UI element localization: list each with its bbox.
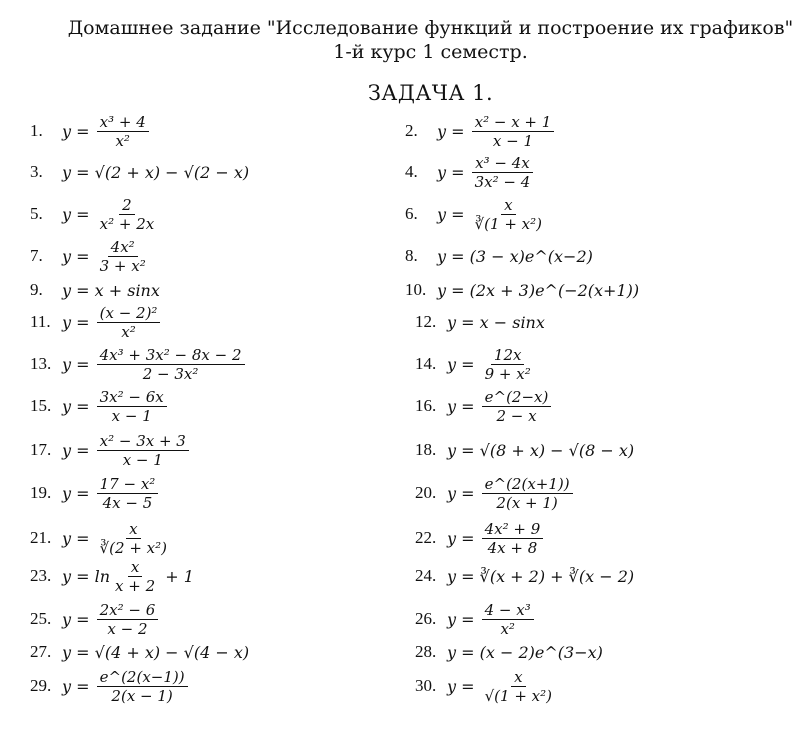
- equation-lhs: y =: [62, 354, 95, 374]
- equation-prefix: ln: [94, 566, 111, 586]
- numerator: (x − 2)²: [97, 304, 161, 323]
- problem-24: [415, 562, 634, 590]
- equation: [447, 643, 603, 662]
- problem-number: 23.: [30, 566, 52, 585]
- problem-number: 20.: [415, 483, 437, 502]
- equation: [447, 567, 634, 586]
- problem-11: [30, 303, 162, 341]
- equation: [62, 388, 169, 425]
- equation: [62, 238, 151, 275]
- problem-21: [30, 519, 172, 557]
- numerator: 4 − x³: [482, 601, 534, 620]
- equation: [447, 346, 536, 383]
- equation-lhs: y =: [447, 642, 480, 662]
- problem-28: [415, 638, 603, 666]
- problem-number: 8.: [405, 246, 418, 265]
- problem-number: 28.: [415, 642, 437, 661]
- problem-number: 22.: [415, 528, 437, 547]
- equation: [62, 558, 194, 595]
- expression: x + sinx: [94, 280, 160, 300]
- equation-suffix: + 1: [160, 566, 194, 586]
- numerator: x³ + 4: [97, 113, 149, 132]
- fraction: [472, 196, 545, 233]
- denominator: 3x² − 4: [474, 172, 531, 191]
- numerator: 4x³ + 3x² − 8x − 2: [97, 346, 245, 365]
- problem-17: [30, 431, 191, 469]
- problem-18: [415, 436, 634, 464]
- problem-8: [405, 242, 593, 270]
- denominator: x²: [500, 619, 515, 638]
- problem-27: [30, 638, 249, 666]
- denominator: x + 2: [115, 576, 156, 595]
- equation: [447, 388, 553, 425]
- fraction: [97, 346, 245, 383]
- problem-29: [30, 667, 190, 705]
- denominator: x − 1: [111, 406, 152, 425]
- numerator: 17 − x²: [97, 475, 159, 494]
- equation-lhs: y =: [447, 528, 480, 548]
- equation-lhs: y =: [62, 440, 95, 460]
- equation-lhs: y =: [62, 566, 95, 586]
- problem-9: [30, 276, 160, 304]
- problem-number: 2.: [405, 121, 418, 140]
- document-subtitle: 1-й курс 1 семестр.: [333, 41, 528, 63]
- denominator: 4x − 5: [102, 493, 153, 512]
- problem-3: [30, 158, 249, 186]
- problem-number: 11.: [30, 312, 51, 331]
- numerator: x: [128, 558, 142, 577]
- problem-20: [415, 474, 575, 512]
- fraction: [97, 475, 159, 512]
- fraction: [97, 668, 188, 705]
- numerator: x³ − 4x: [472, 154, 533, 173]
- numerator: 4x²: [108, 238, 138, 257]
- problem-19: [30, 474, 160, 512]
- equation: [447, 668, 557, 705]
- numerator: x: [501, 196, 515, 215]
- problem-25: [30, 600, 160, 638]
- numerator: 4x² + 9: [482, 520, 544, 539]
- equation: [447, 475, 575, 512]
- denominator: √(1 + x²): [484, 686, 553, 705]
- denominator: x − 1: [492, 131, 534, 150]
- problem-22: [415, 519, 545, 557]
- equation: [437, 154, 535, 191]
- denominator: x²: [121, 322, 136, 341]
- equation: [62, 281, 160, 300]
- denominator: 4x + 8: [487, 538, 538, 557]
- equation: [62, 346, 247, 383]
- fraction: [112, 558, 158, 595]
- problem-number: 29.: [30, 676, 52, 695]
- equation: [437, 196, 547, 233]
- fraction: [482, 668, 555, 705]
- denominator: ∛(1 + x²): [474, 214, 543, 233]
- numerator: 12x: [491, 346, 525, 365]
- problem-15: [30, 387, 169, 425]
- problem-number: 1.: [30, 121, 43, 140]
- fraction: [472, 113, 555, 150]
- numerator: x² − x + 1: [472, 113, 555, 132]
- denominator: ∛(2 + x²): [99, 538, 168, 557]
- problem-number: 10.: [405, 280, 427, 299]
- fraction: [482, 388, 552, 425]
- problem-7: [30, 237, 151, 275]
- problem-number: 25.: [30, 609, 52, 628]
- denominator: 9 + x²: [484, 364, 531, 383]
- numerator: e^(2(x+1)): [482, 475, 573, 494]
- equation-lhs: y =: [62, 642, 95, 662]
- problem-14: [415, 345, 536, 383]
- problem-number: 15.: [30, 396, 52, 415]
- problem-12: [415, 308, 545, 336]
- numerator: x: [511, 668, 525, 687]
- equation-lhs: y =: [62, 162, 95, 182]
- problem-number: 5.: [30, 204, 43, 223]
- problem-1: [30, 112, 151, 150]
- expression: √(8 + x) − √(8 − x): [479, 440, 635, 460]
- fraction: [97, 388, 167, 425]
- denominator: 3 + x²: [99, 256, 146, 275]
- fraction: [482, 475, 573, 512]
- equation-lhs: y =: [447, 566, 480, 586]
- equation: [62, 643, 249, 662]
- denominator: 2(x − 1): [111, 686, 173, 705]
- equation: [62, 432, 191, 469]
- equation: [447, 520, 545, 557]
- denominator: 2(x + 1): [496, 493, 558, 512]
- equation: [62, 475, 160, 512]
- denominator: x² + 2x: [99, 214, 155, 233]
- expression: (3 − x)e^(x−2): [469, 246, 593, 266]
- expression: √(2 + x) − √(2 − x): [94, 162, 250, 182]
- problem-10: [405, 276, 639, 304]
- problem-number: 24.: [415, 566, 437, 585]
- equation-lhs: y =: [62, 280, 95, 300]
- equation-lhs: y =: [447, 483, 480, 503]
- problem-4: [405, 153, 535, 191]
- problem-6: [405, 195, 547, 233]
- equation-lhs: y =: [62, 609, 95, 629]
- problem-number: 18.: [415, 440, 437, 459]
- equation: [437, 247, 593, 266]
- numerator: x: [126, 520, 140, 539]
- problem-number: 9.: [30, 280, 43, 299]
- numerator: e^(2(x−1)): [97, 668, 188, 687]
- expression: x − sinx: [479, 312, 545, 332]
- expression: √(4 + x) − √(4 − x): [94, 642, 250, 662]
- fraction: [97, 520, 170, 557]
- document-title: Домашнее задание "Исследование функций и построение их графиков": [67, 17, 794, 39]
- fraction: [97, 432, 189, 469]
- expression: ∛(x + 2) + ∛(x − 2): [479, 566, 635, 586]
- equation-lhs: y =: [62, 528, 95, 548]
- equation-lhs: y =: [62, 483, 95, 503]
- problem-13: [30, 345, 247, 383]
- fraction: [97, 601, 159, 638]
- problem-number: 12.: [415, 312, 437, 331]
- fraction: [97, 238, 149, 275]
- problem-2: [405, 112, 556, 150]
- problem-number: 14.: [415, 354, 437, 373]
- equation-lhs: y =: [62, 204, 95, 224]
- problem-number: 30.: [415, 676, 437, 695]
- equation-lhs: y =: [447, 609, 480, 629]
- problem-5: [30, 195, 159, 233]
- problem-number: 21.: [30, 528, 52, 547]
- equation: [437, 113, 556, 150]
- equation: [62, 668, 190, 705]
- problem-23: [30, 557, 194, 595]
- fraction: [482, 520, 544, 557]
- equation-lhs: y =: [437, 204, 470, 224]
- expression: (2x + 3)e^(−2(x+1)): [469, 280, 640, 300]
- equation: [62, 196, 159, 233]
- fraction: [482, 601, 534, 638]
- problem-30: [415, 667, 557, 705]
- denominator: x − 1: [122, 450, 163, 469]
- equation-lhs: y =: [447, 676, 480, 696]
- equation-lhs: y =: [62, 396, 95, 416]
- equation-lhs: y =: [437, 162, 470, 182]
- equation-lhs: y =: [62, 246, 95, 266]
- numerator: 2: [119, 196, 135, 215]
- equation: [62, 520, 172, 557]
- equation: [62, 304, 162, 341]
- problem-16: [415, 387, 553, 425]
- problem-number: 13.: [30, 354, 52, 373]
- fraction: [97, 113, 149, 150]
- equation-lhs: y =: [437, 280, 470, 300]
- fraction: [97, 196, 158, 233]
- equation-lhs: y =: [62, 121, 95, 141]
- equation: [447, 441, 634, 460]
- equation-lhs: y =: [437, 121, 470, 141]
- denominator: 2 − x: [496, 406, 537, 425]
- problem-number: 19.: [30, 483, 52, 502]
- problem-number: 26.: [415, 609, 437, 628]
- problem-number: 6.: [405, 204, 418, 223]
- equation-lhs: y =: [62, 312, 95, 332]
- equation: [62, 601, 160, 638]
- equation: [447, 313, 545, 332]
- denominator: x²: [115, 131, 130, 150]
- equation: [447, 601, 536, 638]
- problem-number: 3.: [30, 162, 43, 181]
- equation-lhs: y =: [447, 396, 480, 416]
- problem-26: [415, 600, 536, 638]
- numerator: 3x² − 6x: [97, 388, 167, 407]
- fraction: [97, 304, 161, 341]
- equation-lhs: y =: [447, 440, 480, 460]
- expression: (x − 2)e^(3−x): [479, 642, 603, 662]
- numerator: e^(2−x): [482, 388, 552, 407]
- denominator: x − 2: [107, 619, 148, 638]
- problem-number: 16.: [415, 396, 437, 415]
- equation-lhs: y =: [447, 354, 480, 374]
- equation: [62, 163, 249, 182]
- task-heading: ЗАДАЧА 1.: [367, 81, 494, 105]
- denominator: 2 − 3x²: [142, 364, 199, 383]
- problem-number: 27.: [30, 642, 52, 661]
- equation: [62, 113, 151, 150]
- equation-lhs: y =: [62, 676, 95, 696]
- problem-number: 17.: [30, 440, 52, 459]
- equation: [437, 281, 639, 300]
- numerator: 2x² − 6: [97, 601, 159, 620]
- problem-number: 7.: [30, 246, 43, 265]
- equation-lhs: y =: [447, 312, 480, 332]
- problem-number: 4.: [405, 162, 418, 181]
- fraction: [472, 154, 534, 191]
- fraction: [482, 346, 534, 383]
- numerator: x² − 3x + 3: [97, 432, 189, 451]
- equation-lhs: y =: [437, 246, 470, 266]
